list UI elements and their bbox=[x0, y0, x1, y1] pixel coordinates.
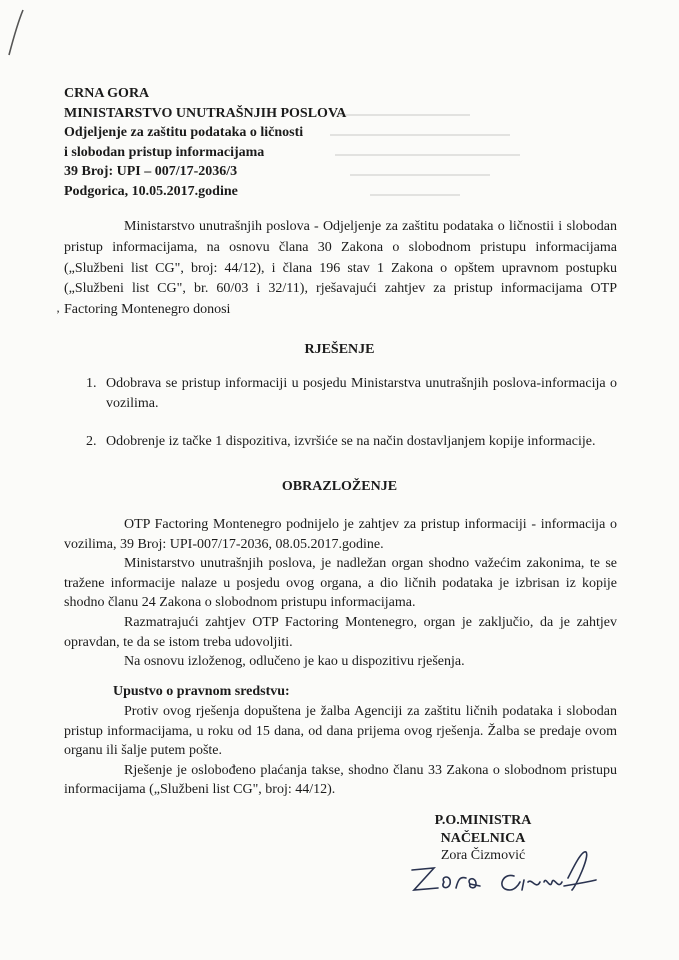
signatory-title: NAČELNICA bbox=[440, 830, 526, 846]
disposition-item bbox=[64, 374, 617, 414]
remedy-paragraph: Rješenje je oslobođeno plaćanja takse, shodno članu 33 Zakona o slobodnom pristupu informacijama („Službeni list CG", broj: 44/12). bbox=[64, 762, 617, 798]
signatory-name: Zora Čizmović bbox=[440, 848, 526, 863]
legal-remedy-section bbox=[64, 702, 617, 800]
pen-mark bbox=[6, 8, 26, 58]
reasoning-paragraph: Na osnovu izloženog, odlučeno je kao u dispozitivu rješenja. bbox=[124, 654, 465, 670]
reasoning-title: OBRAZLOŽENJE bbox=[281, 479, 398, 494]
remedy-paragraph: Protiv ovog rješenja dopuštena je žalba Agenciji za zaštitu ličnih podataka i slobodan pristup informacijama, u roku od 15 dana, od dana prijema ovog rješenja. Žalba se predaje ovom organu ili šalje putem pošte. bbox=[64, 704, 617, 759]
disposition-number: 1. bbox=[86, 376, 97, 391]
ministry: MINISTARSTVO UNUTRAŠNJIH POSLOVA bbox=[64, 105, 347, 121]
signatory-role: P.O.MINISTRA bbox=[434, 813, 532, 828]
reasoning-paragraph: OTP Factoring Montenegro podnijelo je zahtjev za pristup informaciji - informacija o vozilima, 39 Broj: UPI-007/17-2036, 08.05.2017.godine. bbox=[64, 517, 617, 552]
margin-mark: ’ bbox=[56, 307, 60, 321]
reasoning-paragraph: Ministarstvo unutrašnjih poslova, je nadležan organ shodno važećim zakonima, te se tražene informacije nalaze u posjedu ovog organa, a dio ličnih podataka je izbrisan iz kopije shodno članu 24 Zakona o slobodnom pristupu informacijama. bbox=[64, 556, 617, 611]
disposition-item bbox=[64, 432, 617, 452]
reasoning-section bbox=[64, 515, 617, 672]
handwritten-signature bbox=[404, 846, 604, 906]
reasoning-paragraph: Razmatrajući zahtjev OTP Factoring Montenegro, organ je zaključio, da je zahtjev opravdan, te da se istom treba udovoljiti. bbox=[64, 614, 617, 650]
intro-paragraph: Ministarstvo unutrašnjih poslova - Odjeljenje za zaštitu podataka o ličnostii i slobodan pristup informacijama, na osnovu člana 30 Zakona o slobodnom pristupu informacijama („Službeni list CG", broj: 44/12), i člana 196 stav 1 Zakona o opštem upravnom postupku („Službeni list CG", br. 60/03 i 32/11), rješavajući zahtjev za pristup informacijama OTP Factoring Montenegro donosi bbox=[64, 219, 617, 318]
disposition-text: Odobrava se pristup informaciji u posjedu Ministarstva unutrašnjih poslova-informacija o vozilima. bbox=[106, 376, 617, 411]
decision-title: RJEŠENJE bbox=[304, 342, 375, 357]
country: CRNA GORA bbox=[64, 86, 150, 101]
letterhead bbox=[64, 84, 346, 201]
disposition-text: Odobrenje iz tačke 1 dispozitiva, izvršiće se na način dostavljanjem kopije informacije. bbox=[106, 434, 596, 449]
place-date: Podgorica, 10.05.2017.godine bbox=[64, 183, 238, 199]
disposition-list bbox=[64, 374, 617, 470]
disposition-number: 2. bbox=[86, 434, 97, 449]
department-line1: Odjeljenje za zaštitu podataka o ličnosti bbox=[64, 125, 304, 140]
legal-remedy-title: Upustvo o pravnom sredstvu: bbox=[113, 684, 290, 699]
bleed-through-stamp bbox=[320, 95, 530, 205]
reference-number: 39 Broj: UPI – 007/17-2036/3 bbox=[64, 164, 238, 179]
department-line2: i slobodan pristup informacijama bbox=[64, 144, 265, 160]
